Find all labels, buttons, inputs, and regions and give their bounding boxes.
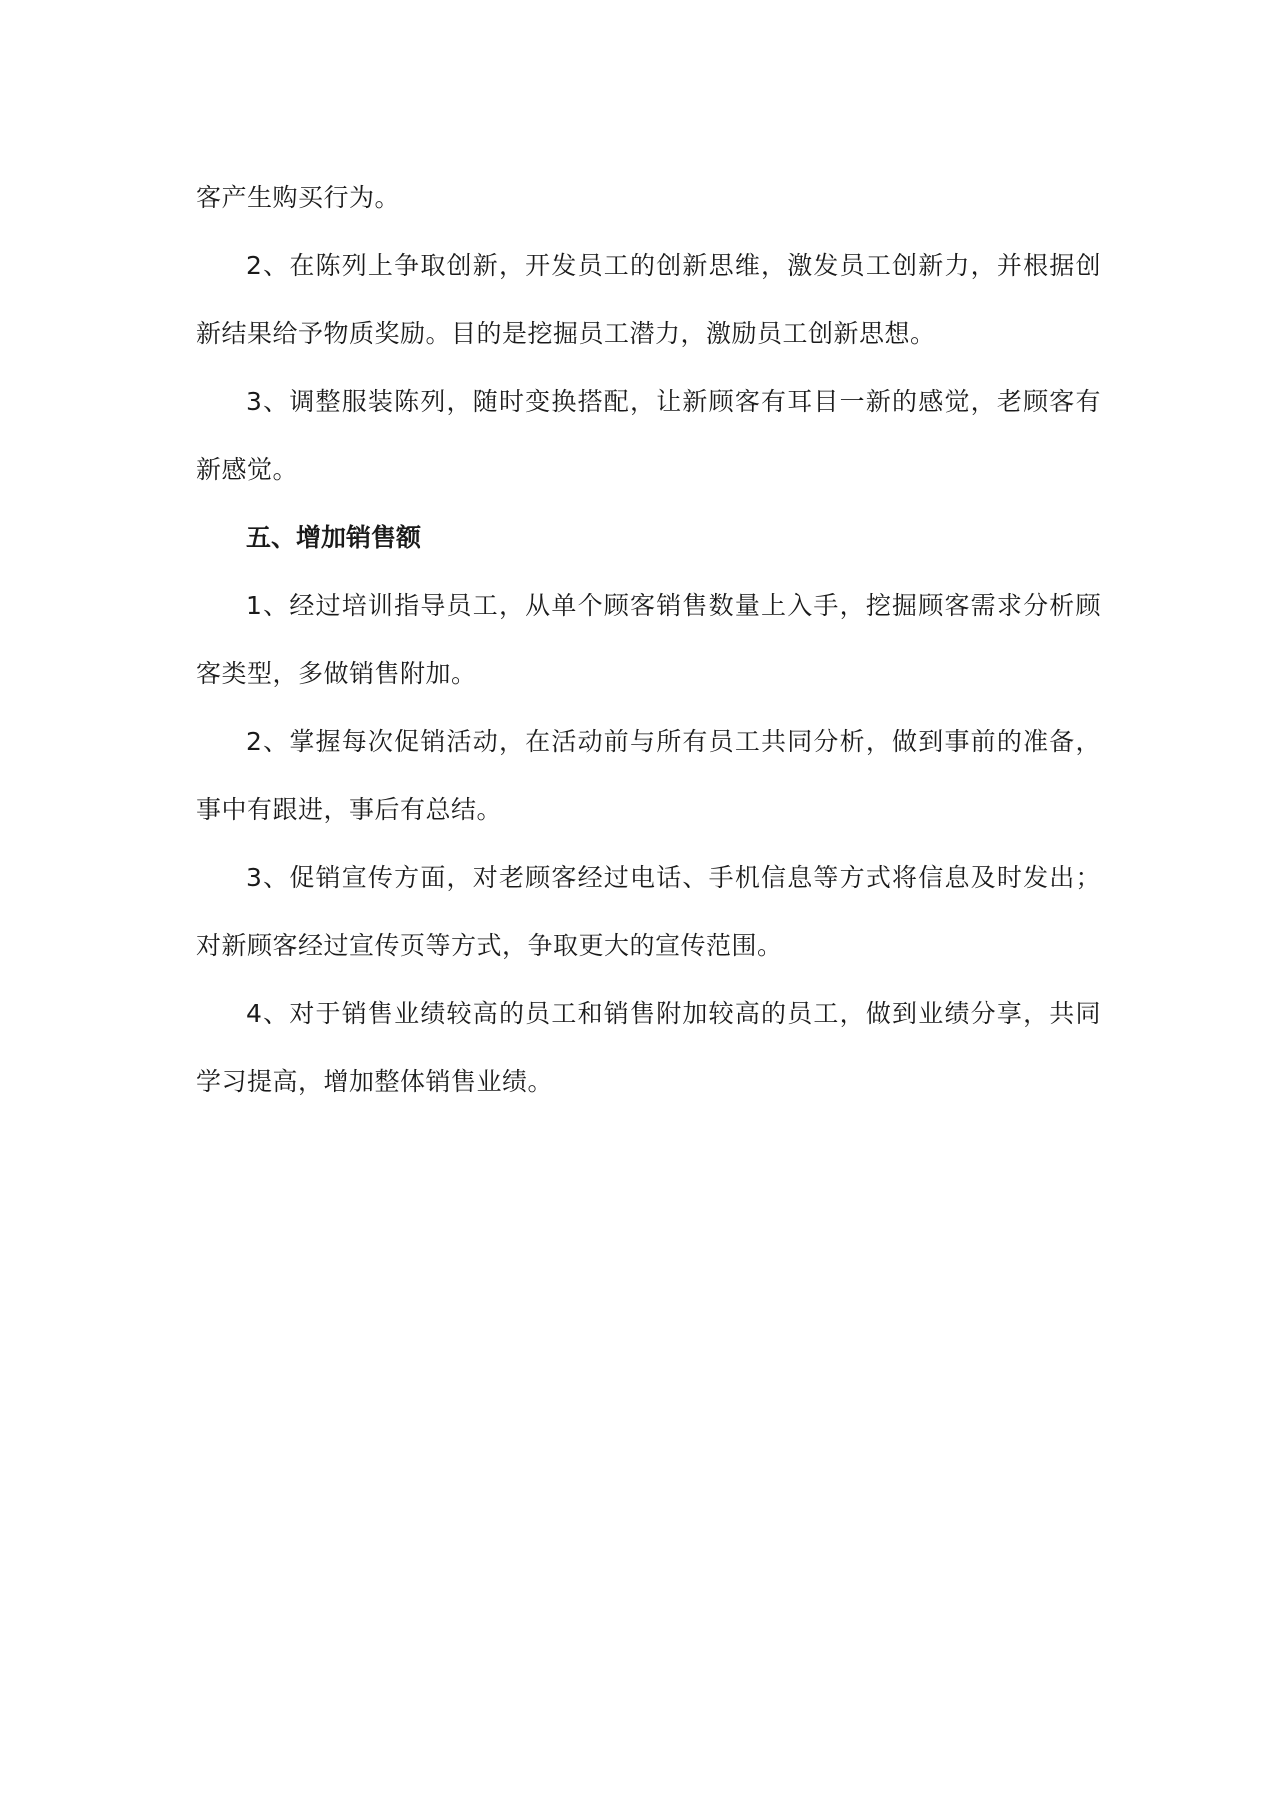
section4-item-3: 3、调整服装陈列，随时变换搭配，让新顾客有耳目一新的感觉，老顾客有新感觉。	[196, 387, 1101, 484]
section5-item-2: 2、掌握每次促销活动，在活动前与所有员工共同分析，做到事前的准备，事中有跟进，事后有总结。	[196, 727, 1101, 824]
paragraph-continuation: 客产生购买行为。	[196, 183, 401, 212]
section5-item-3: 3、促销宣传方面，对老顾客经过电话、手机信息等方式将信息及时发出；对新顾客经过宣传页等方式，争取更大的宣传范围。	[196, 863, 1101, 960]
section5-item-1: 1、经过培训指导员工，从单个顾客销售数量上入手，挖掘顾客需求分析顾客类型，多做销售附加。	[196, 591, 1101, 688]
document-body	[196, 164, 1101, 1116]
section5-item-4: 4、对于销售业绩较高的员工和销售附加较高的员工，做到业绩分享，共同学习提高，增加整体销售业绩。	[196, 999, 1101, 1096]
section5-heading: 五、增加销售额	[246, 523, 422, 552]
section4-item-2: 2、在陈列上争取创新，开发员工的创新思维，激发员工创新力，并根据创新结果给予物质奖励。目的是挖掘员工潜力，激励员工创新思想。	[196, 251, 1101, 348]
